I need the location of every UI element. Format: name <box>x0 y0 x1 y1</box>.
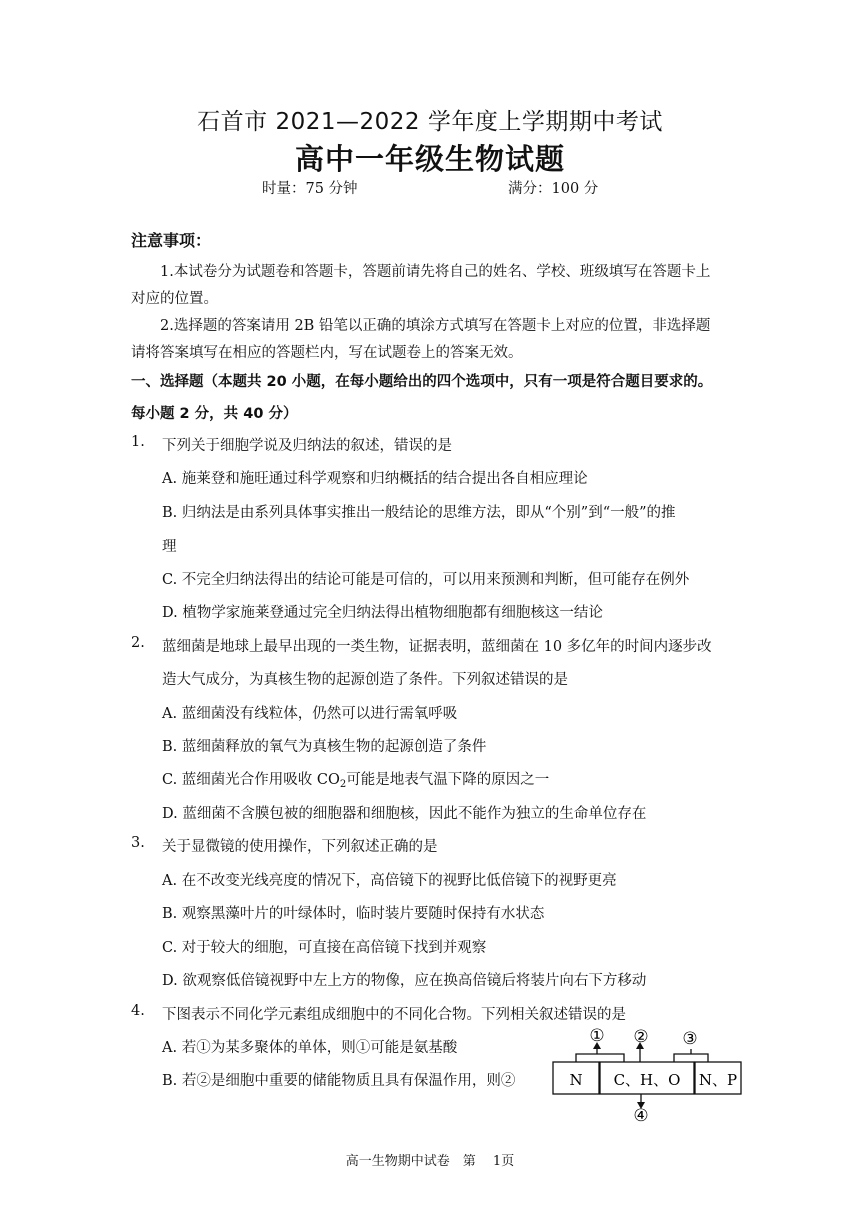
question-3-option-d: D. 欲观察低倍镜视野中左上方的物像，应在换高倍镜后将装片向右下方移动 <box>162 973 647 989</box>
question-2-option-c-text-end: 可能是地表气温下降的原因之一 <box>346 772 550 788</box>
notice-heading: 注意事项： <box>131 231 212 250</box>
page-footer: 高一生物期中试卷 第 1页 <box>345 1154 515 1169</box>
diagram-label-n: N <box>569 1071 583 1089</box>
question-3-stem: 关于显微镜的使用操作，下列叙述正确的是 <box>162 839 438 855</box>
question-1-option-d: D. 植物学家施莱登通过完全归纳法得出植物细胞都有细胞核这一结论 <box>162 605 603 621</box>
notice-item-2: 2.选择题的答案请用 2B 铅笔以正确的填涂方式填写在答题卡上对应的位置，非选择题 <box>160 318 711 334</box>
question-2-stem: 蓝细菌是地球上最早出现的一类生物，证据表明，蓝细菌在 10 多亿年的时间内逐步改 <box>162 639 712 655</box>
diagram-marker-2: ② <box>633 1028 649 1047</box>
element-compound-diagram <box>548 1028 748 1124</box>
question-1-option-c: C. 不完全归纳法得出的结论可能是可信的，可以用来预测和判断，但可能存在例外 <box>162 572 690 588</box>
question-4-number: 4. <box>131 1003 145 1019</box>
question-2-stem-cont: 造大气成分，为真核生物的起源创造了条件。下列叙述错误的是 <box>162 672 568 688</box>
question-1-option-b: B. 归纳法是由系列具体事实推出一般结论的思维方法，即从“个别”到“一般”的推 <box>162 505 676 521</box>
subscript-2: 2 <box>339 779 347 790</box>
question-4-option-b: B. 若②是细胞中重要的储能物质且具有保温作用，则② <box>162 1073 516 1089</box>
question-3-option-b: B. 观察黑藻叶片的叶绿体时，临时装片要随时保持有水状态 <box>162 906 545 922</box>
exam-subtitle: 高中一年级生物试题 <box>294 142 565 176</box>
section-heading-cont: 每小题 2 分，共 40 分） <box>131 406 298 422</box>
exam-title: 石首市 2021—2022 学年度上学期期中考试 <box>197 109 663 135</box>
diagram-marker-1: ① <box>589 1028 605 1046</box>
question-3-option-c: C. 对于较大的细胞，可直接在高倍镜下找到并观察 <box>162 940 487 956</box>
question-4-option-a: A. 若①为某多聚体的单体，则①可能是氨基酸 <box>162 1040 458 1056</box>
question-4-stem: 下图表示不同化学元素组成细胞中的不同化合物。下列相关叙述错误的是 <box>162 1007 626 1023</box>
question-2-number: 2. <box>131 635 145 651</box>
question-1-option-a: A. 施莱登和施旺通过科学观察和归纳概括的结合提出各自相应理论 <box>162 471 588 487</box>
question-1-stem: 下列关于细胞学说及归纳法的叙述，错误的是 <box>162 438 452 454</box>
diagram-bracket-3 <box>674 1054 708 1062</box>
question-3-option-a: A. 在不改变光线亮度的情况下，高倍镜下的视野比低倍镜下的视野更亮 <box>162 873 617 889</box>
exam-score: 满分：100 分 <box>508 181 599 197</box>
diagram-label-np: N、P <box>698 1071 738 1089</box>
diagram-bracket-1 <box>576 1054 624 1062</box>
notice-item-1-cont: 对应的位置。 <box>131 291 218 307</box>
notice-item-2-cont: 请将答案填写在相应的答题栏内，写在试题卷上的答案无效。 <box>131 345 523 361</box>
question-2-option-c-text: C. 蓝细菌光合作用吸收 CO <box>162 772 340 788</box>
question-1-number: 1. <box>131 434 145 450</box>
question-2-option-c <box>162 768 549 790</box>
question-3-number: 3. <box>131 835 145 851</box>
diagram-marker-3: ③ <box>682 1029 698 1049</box>
question-1-option-b-cont: 理 <box>162 539 177 555</box>
exam-time: 时量：75 分钟 <box>262 181 358 197</box>
diagram-marker-4: ④ <box>633 1106 649 1124</box>
notice-item-1: 1.本试卷分为试题卷和答题卡，答题前请先将自己的姓名、学校、班级填写在答题卡上 <box>160 264 711 280</box>
question-2-option-d: D. 蓝细菌不含膜包被的细胞器和细胞核，因此不能作为独立的生命单位存在 <box>162 806 647 822</box>
question-2-option-b: B. 蓝细菌释放的氧气为真核生物的起源创造了条件 <box>162 739 487 755</box>
diagram-label-cho: C、H、O <box>613 1071 681 1089</box>
section-heading: 一、选择题（本题共 20 小题，在每小题给出的四个选项中，只有一项是符合题目要求的。 <box>131 374 713 390</box>
question-2-option-a: A. 蓝细菌没有线粒体，仍然可以进行需氧呼吸 <box>162 706 458 722</box>
